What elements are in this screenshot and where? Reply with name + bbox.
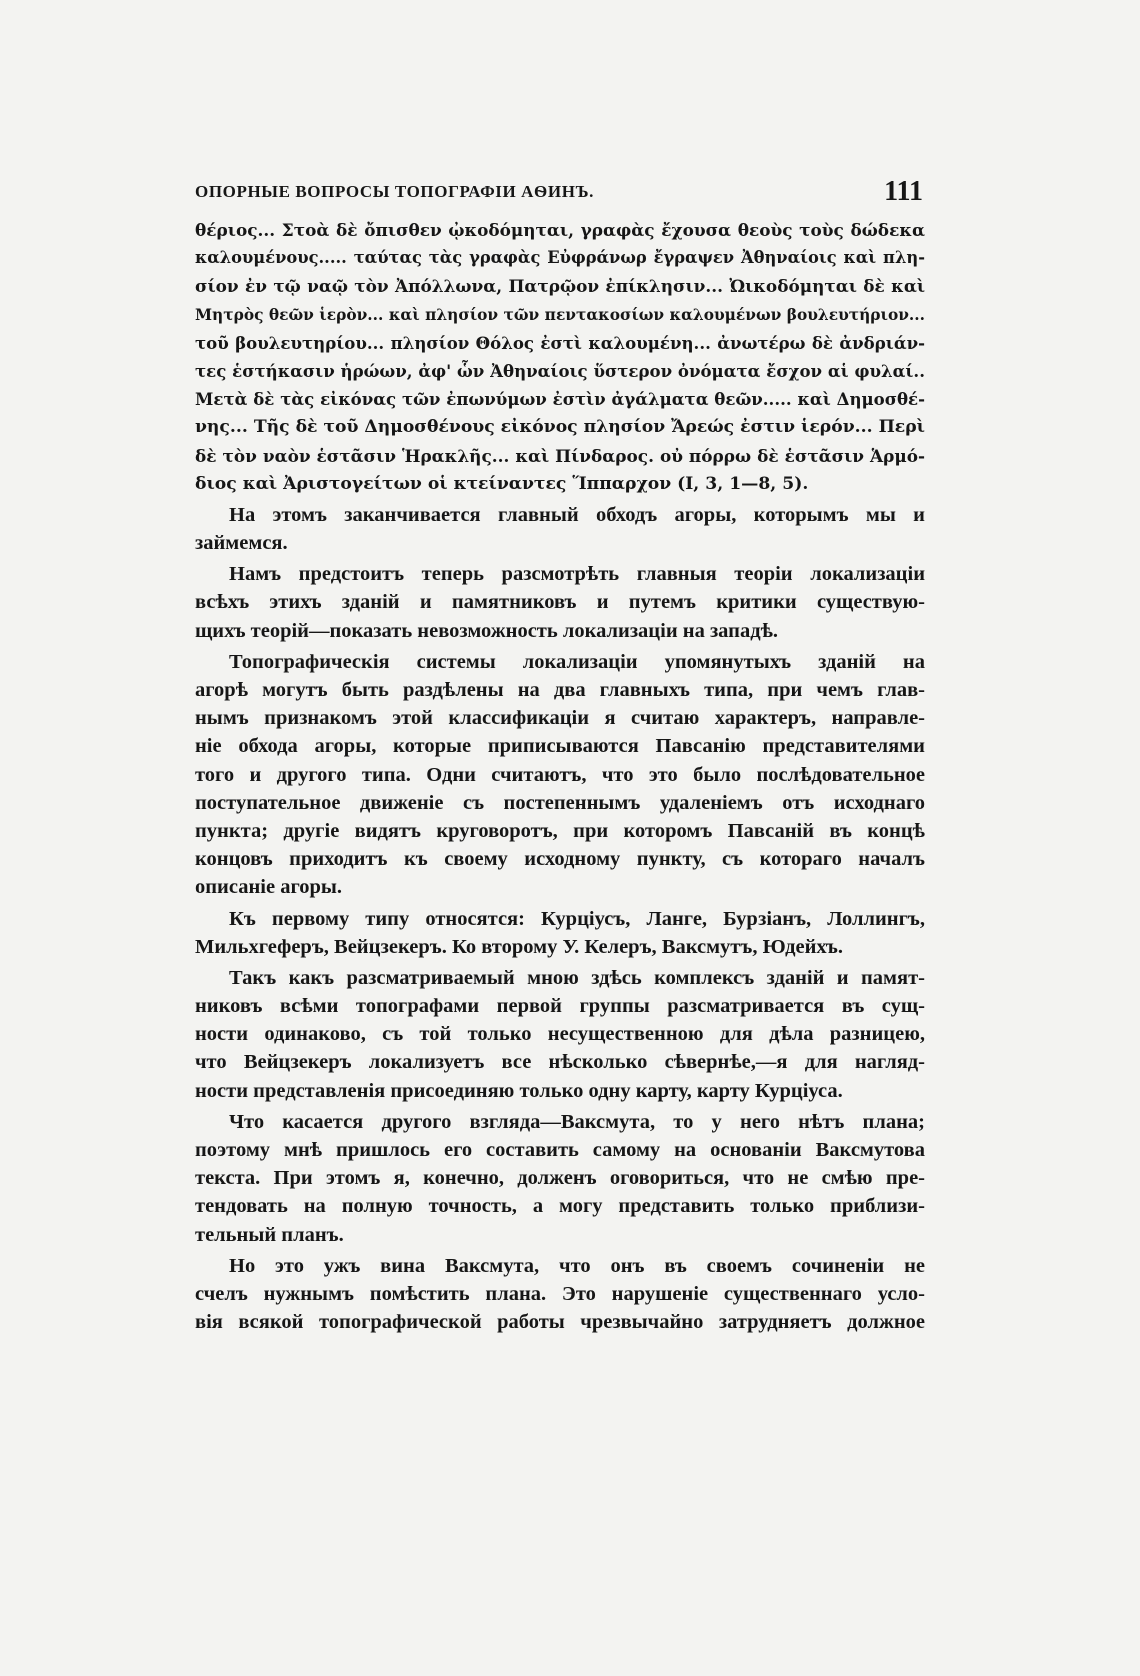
quote-line: θέριος... Στοὰ δὲ ὄπισθεν ᾠκοδόμηται, γραφὰς ἔχουσα θεοὺς τοὺς δώδεκα (195, 220, 925, 240)
text-line: нымъ признакомъ этой классификаціи я считаю характеръ, направле- (195, 707, 925, 730)
paragraph (195, 964, 925, 1105)
greek-quotation (195, 216, 925, 498)
quote-line: δὲ τὸν ναὸν ἑστᾶσιν Ἡρακλῆς... καὶ Πίνδαρος. οὐ πόρρω δὲ ἑστᾶσιν Ἁρμό- (195, 445, 925, 466)
text-line: Топографическія системы локализаціи упомянутыхъ зданій на (229, 650, 925, 673)
quote-line: Μετὰ δὲ τὰς εἰκόνας τῶν ἐπωνύμων ἐστὶν ἀγάλματα θεῶν..... καὶ Δημοσθέ- (195, 389, 925, 410)
text-line: поэтому мнѣ пришлось его составить самому на основаніи Ваксмутова (195, 1139, 925, 1161)
text-line: тельный планъ. (195, 1223, 344, 1246)
text-line: Что касается другого взгляда—Ваксмута, то у него нѣтъ плана; (229, 1110, 925, 1133)
text-line: что Вейцзекеръ локализуетъ все нѣсколько сѣвернѣе,—я для нагляд- (195, 1051, 925, 1074)
page-number: 111 (884, 176, 923, 207)
quote-line: καλουμένους..... ταύτας τὰς γραφὰς Εὐφράνωρ ἔγραψεν Ἀθηναίοις καὶ πλη- (195, 248, 925, 268)
text-line: На этомъ заканчивается главный обходъ агоры, которымъ мы и (229, 503, 925, 526)
text-line: ности представленія присоединяю только одну карту, карту Курціуса. (195, 1079, 843, 1102)
text-line: описаніе агоры. (195, 876, 343, 899)
body-text (195, 216, 925, 1336)
text-line: ности одинаково, съ той только несущественною для дѣла разницею, (195, 1023, 925, 1046)
text-line: вія всякой топографической работы чрезвычайно затрудняетъ должное (195, 1311, 925, 1334)
paragraph (195, 905, 925, 961)
quote-line: τοῦ βουλευτηρίου... πλησίον Θόλος ἐστὶ καλουμένη... ἀνωτέρω δὲ ἀνδριάν- (195, 332, 925, 353)
text-line: щихъ теорій—показать невозможность локализаціи на западѣ. (195, 619, 779, 642)
text-line: текста. При этомъ я, конечно, долженъ оговориться, что не смѣю пре- (195, 1167, 925, 1190)
text-line: никовъ всѣми топографами первой группы разсматривается въ сущ- (195, 995, 925, 1018)
text-line: тендовать на полную точность, а могу представить только приблизи- (195, 1195, 925, 1218)
text-line: Намъ предстоитъ теперь разсмотрѣть главныя теоріи локализаціи (229, 563, 925, 586)
running-title: ОПОРНЫЕ ВОПРОСЫ ТОПОГРАФІИ АѲИНЪ. (195, 182, 594, 201)
text-line: ніе обхода агоры, которые приписываются Павсанію представителями (195, 735, 925, 758)
quote-line: τες ἑστήκασιν ἡρώων, ἀφ' ὧν Ἀθηναίοις ὕστερον ὀνόματα ἔσχον αἱ φυλαί.. (195, 360, 925, 381)
text-line: счелъ нужнымъ помѣстить плана. Это нарушеніе существеннаго усло- (195, 1282, 925, 1305)
paragraph (195, 1108, 925, 1249)
quote-line: διος καὶ Ἀριστογείτων οἱ κτείναντες Ἵππαρχον (I, 3, 1—8, 5). (195, 473, 809, 494)
paragraph (195, 560, 925, 645)
text-line: агорѣ могутъ быть раздѣлены на два главныхъ типа, при чемъ глав- (195, 679, 925, 701)
text-line: Но это ужъ вина Ваксмута, что онъ въ своемъ сочиненіи не (229, 1254, 925, 1277)
paragraph (195, 1252, 925, 1337)
paragraph (195, 501, 925, 557)
text-line: поступательное движеніе съ постепеннымъ удаленіемъ отъ исходнаго (195, 791, 925, 814)
quote-line: νης... Τῆς δὲ τοῦ Δημοσθένους εἰκόνος πλησίον Ἄρεώς ἐστιν ἱερόν... Περὶ (195, 417, 925, 438)
text-line: Къ первому типу относятся: Курціусъ, Ланге, Бурзіанъ, Лоллингъ, (229, 907, 925, 930)
text-line: всѣхъ этихъ зданій и памятниковъ и путемъ критики существую- (195, 591, 925, 614)
text-line: того и другого типа. Одни считаютъ, что это было послѣдовательное (195, 763, 925, 786)
text-line: пункта; другіе видятъ круговоротъ, при которомъ Павсаній въ концѣ (195, 819, 925, 842)
text-line: Такъ какъ разсматриваемый мною здѣсь комплексъ зданій и памят- (229, 966, 925, 989)
text-line: концовъ приходитъ къ своему исходному пункту, съ котораго началъ (195, 848, 925, 871)
paragraph (195, 648, 925, 902)
quote-line: σίον ἐν τῷ ναῷ τὸν Ἀπόλλωνα, Πατρῷον ἐπίκλησιν... Ὠικοδόμηται δὲ καὶ (195, 276, 925, 297)
quote-line: Μητρὸς θεῶν ἱερὸν... καὶ πλησίον τῶν πεντακοσίων καλουμένων βουλευτήριον... (195, 305, 925, 324)
text-line: займемся. (195, 532, 288, 555)
running-head (195, 176, 925, 208)
text-line: Мильхгеферъ, Вейцзекеръ. Ко второму У. Келеръ, Ваксмутъ, Юдейхъ. (195, 935, 843, 958)
